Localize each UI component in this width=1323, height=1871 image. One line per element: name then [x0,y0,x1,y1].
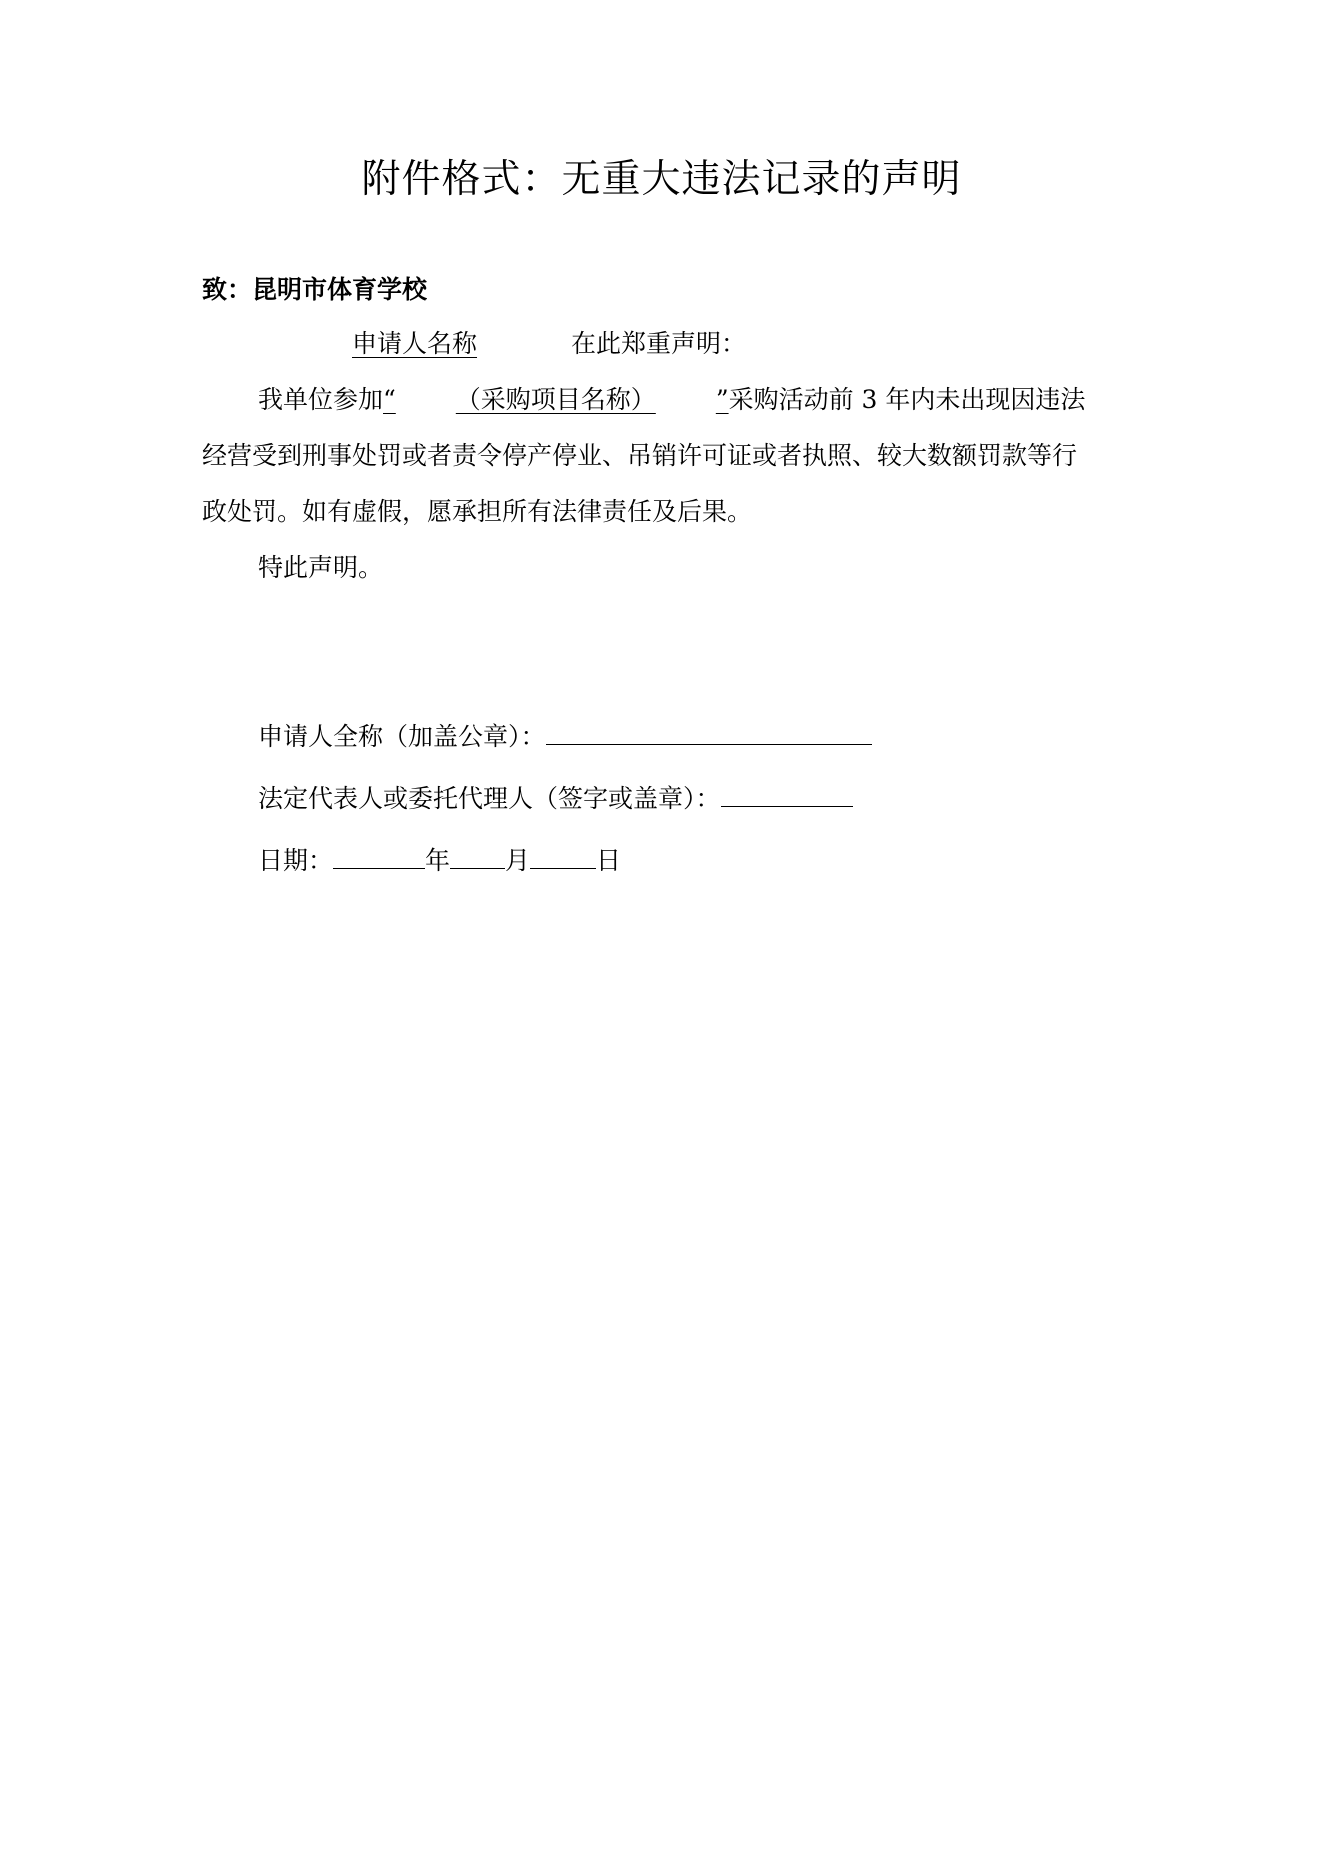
day-field[interactable] [530,848,596,869]
month-label: 月 [505,846,531,875]
date-line [258,830,872,892]
signature-block [258,706,872,892]
applicant-full-name-field[interactable] [546,724,872,745]
para2-line3: 政处罚。如有虚假，愿承担所有法律责任及后果。 [202,497,753,526]
para2-line2: 经营受到刑事处罚或者责令停产停业、吊销许可证或者执照、较大数额罚款等行 [202,441,1078,470]
document-title: 附件格式：无重大违法记录的声明 [361,157,962,202]
year-field[interactable] [333,848,425,869]
applicant-name-placeholder: 申请人名称 [352,329,478,358]
representative-signature-field[interactable] [721,786,853,807]
para2-prefix: 我单位参加 [258,385,384,414]
para2-rest-line1: 采购活动前 3 年内未出现因违法 [728,385,1086,414]
month-field[interactable] [450,848,505,869]
day-label: 日 [596,846,622,875]
declaration-intro [202,316,1132,372]
representative-label: 法定代表人或委托代理人（签字或盖章）： [258,784,721,813]
closing-paragraph [202,540,1132,596]
closing-text: 特此声明。 [258,553,384,582]
applicant-name-blank[interactable] [258,329,571,358]
representative-signature-line [258,768,872,830]
recipient-line: 致：昆明市体育学校 [202,275,428,304]
applicant-signature-line [258,706,872,768]
declaration-body [202,372,1132,540]
year-label: 年 [425,846,451,875]
project-name-placeholder: （采购项目名称） [455,385,656,414]
declare-suffix: 在此郑重声明： [571,329,747,358]
applicant-full-name-label: 申请人全称（加盖公章）： [258,722,546,751]
date-label: 日期： [258,846,334,875]
project-name-blank[interactable]: “ （采购项目名称） ” [383,385,729,414]
